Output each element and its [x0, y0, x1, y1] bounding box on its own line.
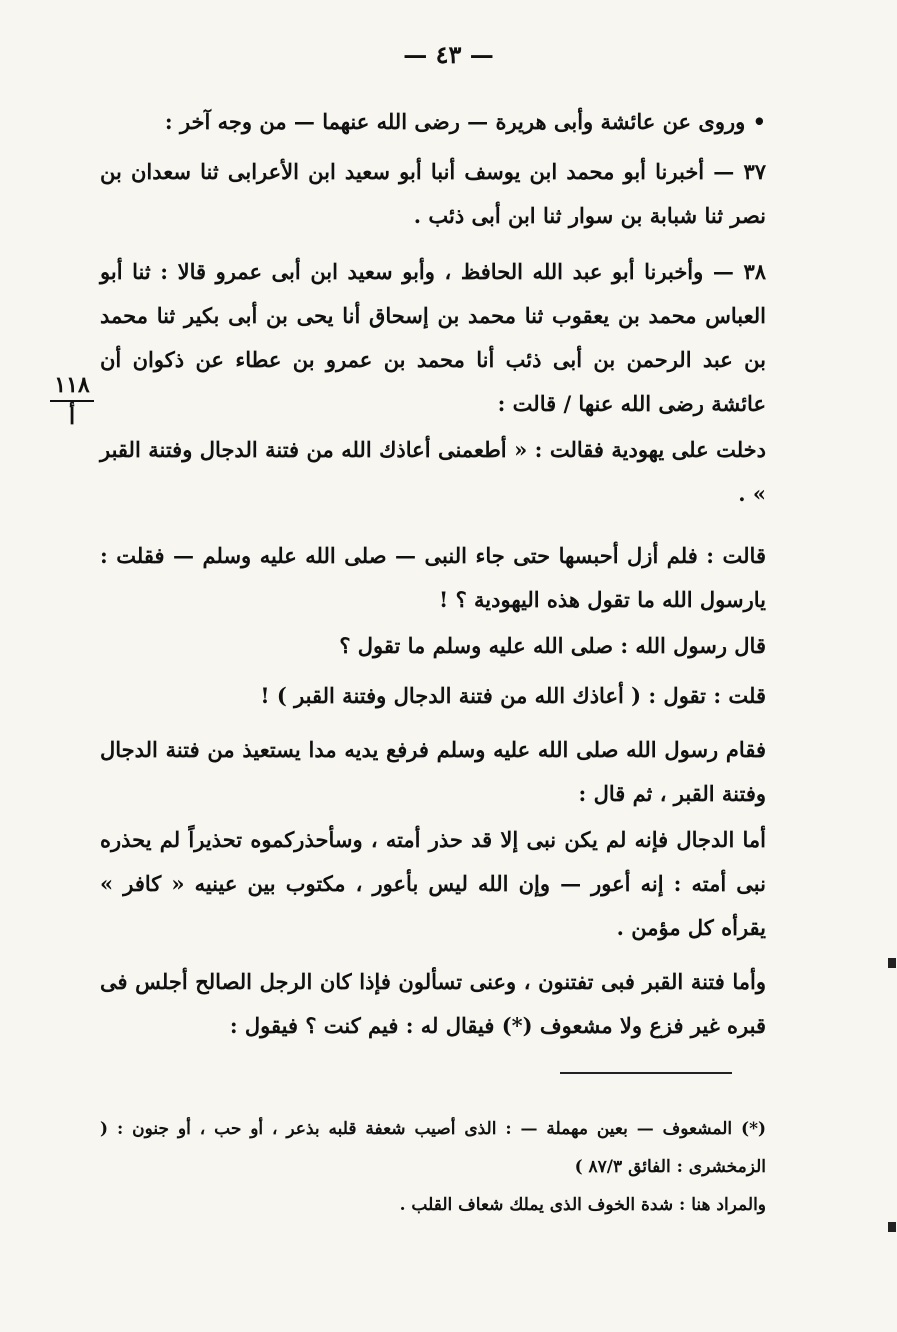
body-paragraph: [100, 960, 766, 1048]
margin-folio-number: ١١٨: [54, 372, 90, 398]
paragraph-she-says: قلت : تقول : ( أعاذك الله من فتنة الدجال وفتنة القبر ) !: [260, 683, 766, 708]
body-paragraph: [100, 624, 766, 668]
paragraph-prophet-rose: فقام رسول الله صلى الله عليه وسلم فرفع يديه مدا يستعيذ من فتنة الدجال وفتنة القبر ، ثم قال :: [100, 737, 766, 806]
body-paragraph: [100, 728, 766, 816]
footnote: [100, 1110, 766, 1186]
body-paragraph: [100, 534, 766, 622]
paragraph-dajjal: أما الدجال فإنه لم يكن نبى إلا قد حذر أمته ، وسأحذركموه تحذيراً لم يحذره نبى أمته : إنه أعور — وإن الله ليس بأعور ، مكتوب بين عينيه « كافر » يقرأه كل مؤمن .: [100, 827, 766, 940]
paragraph-hadith-38: ٣٨ — وأخبرنا أبو عبد الله الحافظ ، وأبو سعيد ابن أبى عمرو قالا : ثنا أبو العباس محمد بن يعقوب ثنا محمد بن إسحاق أنا يحى بن أبى بكير ثنا محمد بن عبد الرحمن بن أبى ذئب أنا محمد بن عمرو بن عطاء عن ذكوان أن عائشة رضى الله عنها / قالت :: [100, 259, 766, 416]
margin-folio-side: أ: [68, 404, 76, 430]
body-paragraph: [100, 428, 766, 516]
footnote: [100, 1186, 766, 1224]
body-paragraph: [100, 250, 766, 426]
footnote-separator: [560, 1072, 732, 1074]
paragraph-jewish-woman: دخلت على يهودية فقالت : « أطعمنى أعاذك الله من فتنة الدجال وفتنة القبر » .: [100, 437, 766, 506]
paragraph-intro: • وروى عن عائشة وأبى هريرة — رضى الله عنهما — من وجه آخر :: [164, 109, 766, 134]
margin-reference: [44, 370, 100, 432]
paragraph-hadith-37: ٣٧ — أخبرنا أبو محمد ابن يوسف أنبا أبو سعيد ابن الأعرابى ثنا سعدان بن نصر ثنا شبابة بن سوار ثنا ابن أبى ذئب .: [100, 159, 766, 228]
body-paragraph: [100, 100, 766, 144]
page-edge-mark: [888, 1222, 896, 1232]
page-number: — ٤٣ —: [403, 40, 494, 69]
body-paragraph: [100, 150, 766, 238]
body-paragraph: [100, 818, 766, 950]
paragraph-aisha-said: قالت : فلم أزل أحبسها حتى جاء النبى — صلى الله عليه وسلم — فقلت : يارسول الله ما تقول هذه اليهودية ؟ !: [100, 543, 766, 612]
footnote-meaning: والمراد هنا : شدة الخوف الذى يملك شعاف القلب .: [399, 1195, 766, 1215]
body-paragraph: [100, 674, 766, 718]
page-edge-mark: [888, 958, 896, 968]
paragraph-prophet-asked: قال رسول الله : صلى الله عليه وسلم ما تقول ؟: [339, 633, 766, 658]
paragraph-grave-trial: وأما فتنة القبر فبى تفتنون ، وعنى تسألون فإذا كان الرجل الصالح أجلس فى قبره غير فزع ولا مشعوف (*) فيقال له : فيم كنت ؟ فيقول :: [100, 969, 766, 1038]
footnote-mashuf: (*) المشعوف — بعين مهملة — : الذى أصيب شعفة قلبه بذعر ، أو حب ، أو جنون : ( الزمخشرى : الفائق ٨٧/٣ ): [100, 1119, 766, 1177]
